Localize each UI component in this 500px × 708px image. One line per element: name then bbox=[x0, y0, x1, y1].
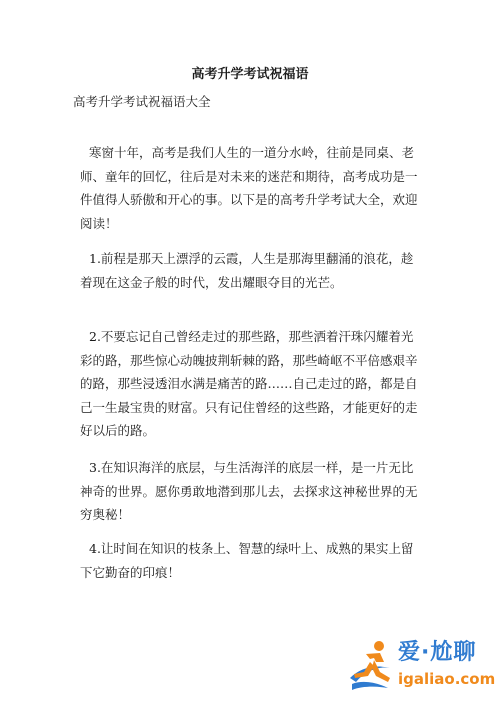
document-subtitle: 高考升学考试祝福语大全 bbox=[73, 94, 211, 109]
paragraph-3: 3.在知识海洋的底层，与生活海洋的底层一样，是一片无比神奇的世界。愿你勇敢地潜到那儿去，去探求这神秘世界的无穷奥秘！ bbox=[80, 460, 418, 522]
paragraph-4: 4.让时间在知识的枝条上、智慧的绿叶上、成熟的果实上留下它勤奋的印痕！ bbox=[80, 541, 414, 580]
document-title: 高考升学考试祝福语 bbox=[191, 67, 309, 82]
paragraph-2: 2.不要忘记自己曾经走过的那些路，那些洒着汗珠闪耀着光彩的路，那些惊心动魄披荆斩棘的路，那些崎岖不平倍感艰辛的路，那些浸透泪水满是痛苦的路……自己走过的路，都是自己一生最宝贵的财富。只有记住曾经的这些路，才能更好的走好以后的路。 bbox=[80, 329, 418, 438]
running-figure-icon bbox=[346, 638, 396, 694]
watermark-url: igaliao.com bbox=[398, 670, 496, 688]
watermark-brand-text: 爱·尬聊 bbox=[398, 640, 477, 665]
paragraph-1: 1.前程是那天上漂浮的云霞，人生是那海里翻涌的浪花，趁着现在这金子般的时代，发出耀眼夺目的光芒。 bbox=[80, 251, 414, 290]
site-watermark bbox=[346, 632, 498, 700]
paragraph-intro: 寒窗十年，高考是我们人生的一道分水岭，往前是同桌、老师、童年的回忆，往后是对未来的迷茫和期待，高考成功是一件值得人骄傲和开心的事。以下是的高考升学考试大全，欢迎阅读！ bbox=[80, 145, 418, 231]
